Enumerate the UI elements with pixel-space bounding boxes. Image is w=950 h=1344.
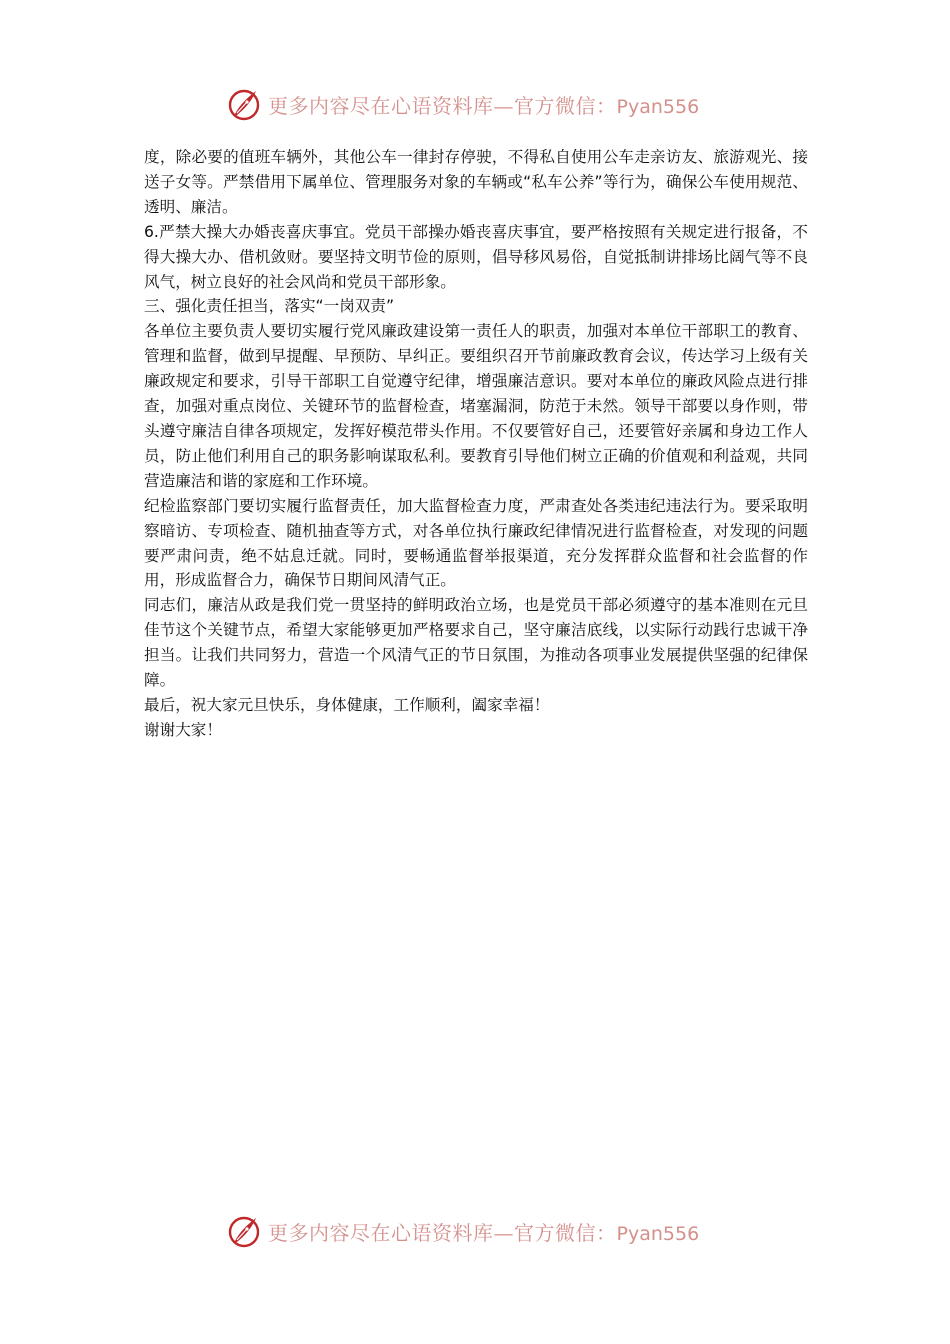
- section-heading-responsibility: 三、强化责任担当，落实“一岗双责”: [144, 297, 395, 316]
- footer-banner-text: 更多内容尽在心语资料库—官方微信：Pyan556: [268, 1220, 700, 1245]
- paragraph-vehicle-use: 度，除必要的值班车辆外，其他公车一律封存停驶，不得私自使用公车走亲访友、旅游观光、接送子女等。严禁借用下属单位、管理服务对象的车辆或“私车公养”等行为，确保公车使用规范、透明、廉洁。: [144, 148, 808, 216]
- header-banner-handle: Pyan556: [616, 95, 700, 118]
- header-banner-text: 更多内容尽在心语资料库—官方微信：Pyan556: [268, 93, 700, 118]
- header-banner: [226, 84, 726, 124]
- footer-banner: [226, 1211, 726, 1251]
- paragraph-closing-wishes: 最后，祝大家元旦快乐，身体健康，工作顺利，阖家幸福！: [144, 695, 550, 714]
- paragraph-weddings-funerals: 6.严禁大操大办婚丧喜庆事宜。党员干部操办婚丧喜庆事宜，要严格按照有关规定进行报备，不得大操大办、借机敛财。要坚持文明节俭的原则，倡导移风易俗，自觉抵制讲排场比阔气等不良风气，树立良好的社会风尚和党员干部形象。: [144, 222, 808, 291]
- document-body: [144, 145, 808, 743]
- paragraph-unit-leaders: 各单位主要负责人要切实履行党风廉政建设第一责任人的职责，加强对本单位干部职工的教育、管理和监督，做到早提醒、早预防、早纠正。要组织召开节前廉政教育会议，传达学习上级有关廉政规定和要求，引导干部职工自觉遵守纪律，增强廉洁意识。要对本单位的廉政风险点进行排查，加强对重点岗位、关键环节的监督检查，堵塞漏洞，防范于未然。领导干部要以身作则，带头遵守廉洁自律各项规定，发挥好模范带头作用。不仅要管好自己，还要管好亲属和身边工作人员，防止他们利用自己的职务影响谋取私利。要教育引导他们树立正确的价值观和利益观，共同营造廉洁和谐的家庭和工作环境。: [144, 322, 808, 490]
- paragraph-discipline-inspection: 纪检监察部门要切实履行监督责任，加大监督检查力度，严肃查处各类违纪违法行为。要采取明察暗访、专项检查、随机抽查等方式，对各单位执行廉政纪律情况进行监督检查，对发现的问题要严肃问责，绝不姑息迁就。同时，要畅通监督举报渠道，充分发挥群众监督和社会监督的作用，形成监督合力，确保节日期间风清气正。: [144, 496, 808, 590]
- pen-nib-logo-icon: [226, 1213, 262, 1249]
- pen-nib-logo-icon: [226, 86, 262, 122]
- paragraph-comrades: 同志们，廉洁从政是我们党一贯坚持的鲜明政治立场，也是党员干部必须遵守的基本准则在元旦佳节这个关键节点，希望大家能够更加严格要求自己，坚守廉洁底线，以实际行动践行忠诚干净担当。让我们共同努力，营造一个风清气正的节日氛围，为推动各项事业发展提供坚强的纪律保障。: [144, 596, 808, 690]
- footer-banner-handle: Pyan556: [616, 1222, 700, 1245]
- paragraph-thanks: 谢谢大家！: [144, 720, 222, 739]
